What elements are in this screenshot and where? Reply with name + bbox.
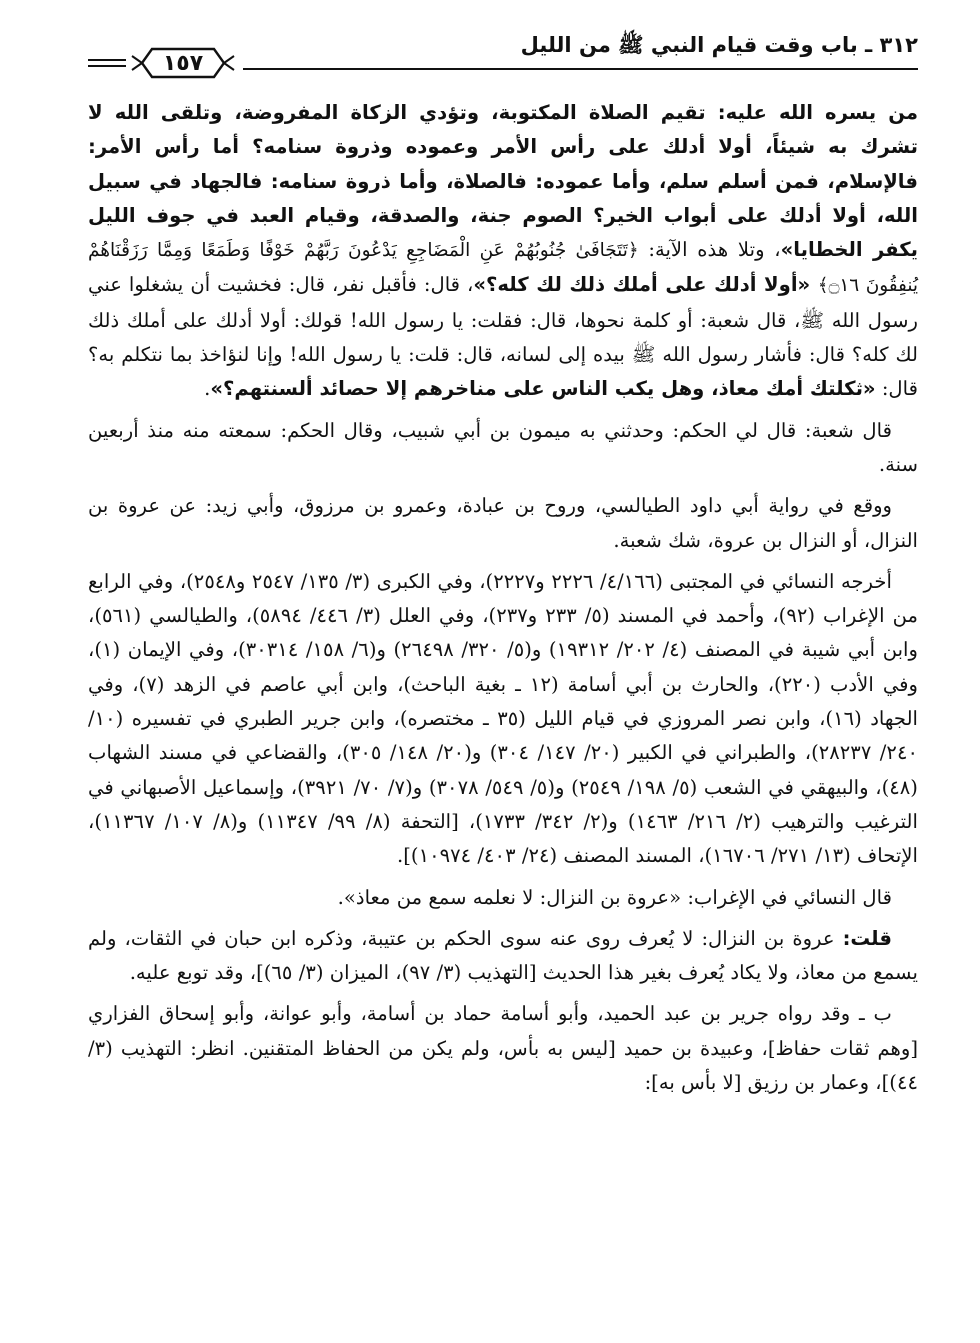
page-number-badge — [128, 44, 238, 82]
hadith-paragraph — [88, 96, 918, 407]
page-header — [88, 26, 918, 88]
hadith-text-3: «أولا أدلك على أملك ذلك لك كله؟» — [473, 273, 818, 297]
header-rule-left-top — [88, 59, 126, 61]
paragraph-nasai: قال النسائي في الإغراب: «عروة بن النزال: لا نعلمه سمع من معاذ». — [337, 885, 892, 909]
paragraph-shuba: قال شعبة: قال لي الحكم: وحدثني به ميمون بن أبي شبيب، وقال الحكم: سمعته منه منذ أربعين سنة. — [88, 418, 918, 476]
body-text — [88, 96, 918, 1100]
qultu-text: عروة بن النزال: لا يُعرف روى عنه سوى الحكم بن عتيبة، وذكره ابن حبان في الثقات، ولم يسمع من معاذ، ولا يكاد يُعرف بغير هذا الحديث [التهذيب (٣/ ٩٧)، الميزان (٣/ ٦٥)]، وقد توبع عليه. — [88, 926, 918, 985]
hadith-text-5: «ثكلتك أمك معاذ، وهل يكب الناس على مناخرهم إلا حصائد ألسنتهم؟» — [210, 377, 876, 401]
hadith-text-1: من يسره الله عليه: تقيم الصلاة المكتوبة، وتؤدي الزكاة المفروضة، وتلقى الله لا تشرك به شيئاً، أولا أدلك على رأس الأمر وعموده وذروة سنامه؟ أما رأس الأمر: فالإسلام، فمن أسلم سلم، وأما عموده: فالصلاة، وأما ذروة سنامه: فالجهاد في سبيل الله، أولا أدلك على أبواب الخير؟ الصوم جنة، والصدقة، وقيام العبد في جوف الليل يكفر الخطايا» — [88, 101, 919, 262]
quran-verse: ﴿تَتَجَافَىٰ جُنُوبُهُمْ عَنِ الْمَضَاجِعِ يَدْعُونَ رَبَّهُمْ خَوْفًا وَطَمَعًا وَمِمَّا رَزَقْنَاهُمْ يُنفِقُونَ ۝١٦﴾ — [88, 240, 918, 297]
running-title: ٣١٢ ـ باب وقت قيام النبي ﷺ من الليل — [520, 33, 918, 57]
hadith-text-2: ، وتلا هذه الآية: — [638, 238, 781, 262]
page-number: ١٥٧ — [162, 50, 204, 76]
hadith-text-6: . — [204, 377, 211, 401]
paragraph-takhrij: أخرجه النسائي في المجتبى (٤/١٦٦/ ٢٢٢٦ و٢٢٢٧)، وفي الكبرى (٣/ ١٣٥/ ٢٥٤٧ و٢٥٤٨)، وفي الرابع من الإغراب (٩٢)، وأحمد في المسند (٥/ ٢٣٣ و٢٣٧)، وفي العلل (٣/ ٤٤٦/ ٥٨٩٤)، والطيالسي (٥٦١)، وابن أبي شيبة في المصنف (٤/ ٢٠٢/ ١٩٣١٢) و(٥/ ٣٢٠/ ٢٦٤٩٨) و(٦/ ١٥٨/ ٣٠٣١٤)، وفي الإيمان (١)، وفي الأدب (٢٢٠)، والحارث بن أبي أسامة (١٢ ـ بغية الباحث)، وابن أبي عاصم في الزهد (٧)، وفي الجهاد (١٦)، وابن نصر المروزي في قيام الليل (٣٥ ـ مختصره)، وابن جرير الطبري في تفسيره (١٠/ ٢٤٠/ ٢٨٢٣٧)، والطبراني في الكبير (٢٠/ ١٤٧/ ٣٠٤) و(٢٠/ ١٤٨/ ٣٠٥)، والقضاعي في مسند الشهاب (٤٨)، والبيهقي في الشعب (٥/ ١٩٨/ ٢٥٤٩) و(٥/ ٥٤٩/ ٣٠٧٨) و(٧/ ٧٠/ ٣٩٢١)، وإسماعيل الأصبهاني في الترغيب والترهيب (٢/ ٢١٦/ ١٤٦٣) و(٢/ ٣٤٢/ ١٧٣٣)، [التحفة (٨/ ٩٩/ ١١٣٤٧) و(٨/ ١٠٧/ ١١٣٦٧)، الإتحاف (١٣/ ٢٧١/ ١٦٧٠٦)، المسند المصنف (٢٤/ ٤٠٣/ ١٠٩٧٤)]. — [88, 569, 918, 868]
hadith-text-4: ، قال: فأقبل نفر، قال: فخشيت أن يشغلوا عني رسول الله ﷺ، قال شعبة: أو كلمة نحوها، قال: فقلت: يا رسول الله! قولك: أولا أدلك على أملك ذلك لك كله؟ قال: فأشار رسول الله ﷺ بيده إلى لسانه، قال: قلت: يا رسول الله! وإنا لنؤاخذ بما نتكلم به؟ قال: — [88, 273, 918, 401]
qultu-lead: قلت: — [842, 926, 892, 950]
header-rule-left-bottom — [88, 65, 126, 67]
paragraph-ba: ب ـ وقد رواه جرير بن عبد الحميد، وأبو أسامة حماد بن أسامة، وأبو عوانة، وأبو إسحاق الفزاري [وهم ثقات حفاظ]، وعبيدة بن حميد [ليس به بأس، ولم يكن من الحفاظ المتقنين. انظر: التهذيب (٣/ ٤٤)]، وعمار بن رزيق [لا بأس به]: — [88, 1002, 918, 1095]
paragraph-riwaya: ووقع في رواية أبي داود الطيالسي، وروح بن عبادة، وعمرو بن مرزوق، وأبي زيد: عن عروة بن النزال، أو النزال بن عروة، شك شعبة. — [88, 494, 918, 552]
header-rule — [243, 68, 918, 70]
paragraph-qultu — [88, 922, 918, 991]
